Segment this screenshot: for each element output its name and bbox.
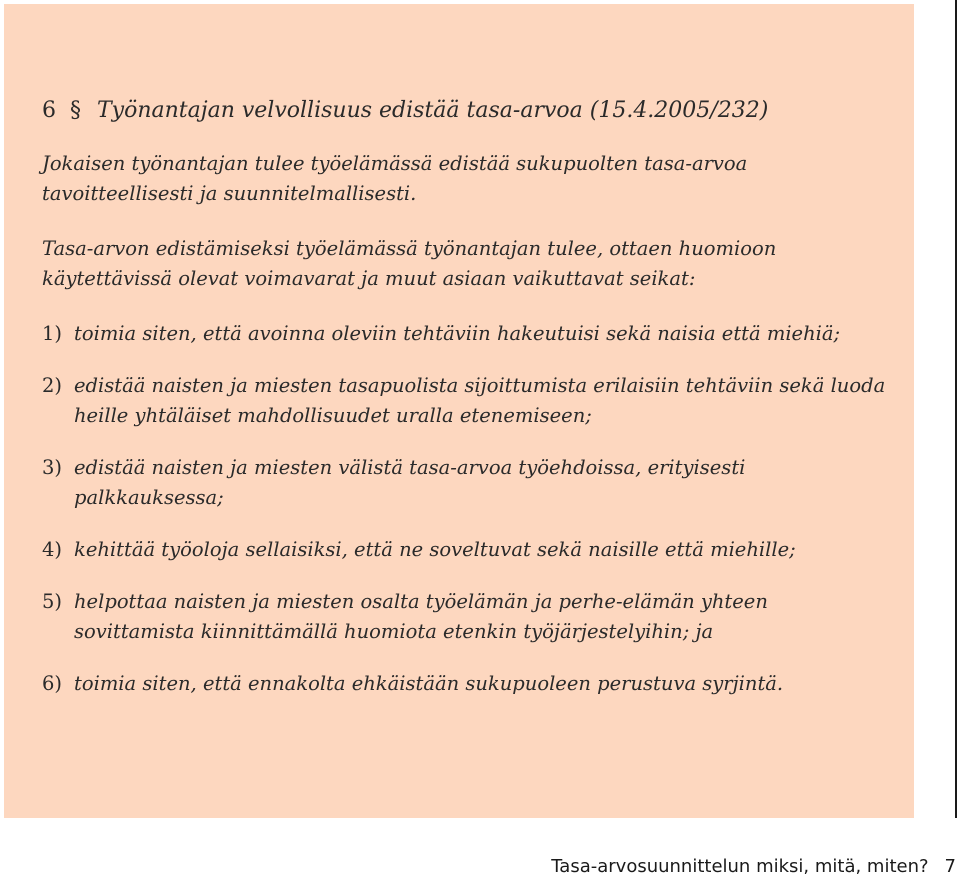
list-item — [42, 371, 887, 431]
list-item-text: edistää naisten ja miesten tasapuolista sijoittumista erilaisiin tehtäviin sekä luoda heille yhtäläiset mahdollisuudet uralla etenemiseen; — [74, 374, 886, 427]
section-title: Työnantajan velvollisuus edistää tasa-arvoa (15.4.2005/232) — [97, 98, 769, 123]
list-item — [42, 535, 887, 565]
list-item — [42, 453, 887, 513]
list-item-text: toimia siten, että ennakolta ehkäistään sukupuoleen perustuva syrjintä. — [74, 672, 784, 695]
page-footer — [551, 856, 956, 877]
section-symbol: § — [70, 98, 81, 123]
list-item-text: kehittää työoloja sellaisiksi, että ne soveltuvat sekä naisille että miehille; — [74, 538, 796, 561]
list-item-label: 3) — [42, 456, 63, 479]
paragraph-2: Tasa-arvon edistämiseksi työelämässä työnantajan tulee, ottaen huomioon käytettävissä olevat voimavarat ja muut asiaan vaikuttavat seikat: — [42, 237, 777, 290]
list-item-label: 4) — [42, 538, 63, 561]
page-number: 7 — [944, 856, 956, 877]
section-number: 6 — [42, 98, 56, 123]
legal-text — [42, 95, 887, 721]
section-heading — [42, 95, 887, 127]
list-item — [42, 669, 887, 699]
list-item — [42, 319, 887, 349]
list-item-label: 5) — [42, 590, 63, 613]
list-item-text: helpottaa naisten ja miesten osalta työelämän ja perhe-elämän yhteen sovittamista kiinnittämällä huomiota etenkin työjärjestelyihin; ja — [74, 590, 768, 643]
paragraph-1: Jokaisen työnantajan tulee työelämässä edistää sukupuolten tasa-arvoa tavoitteellisesti ja suunnitelmallisesti. — [42, 152, 748, 205]
margin-rule — [955, 0, 957, 818]
list-item-text: toimia siten, että avoinna oleviin tehtäviin hakeutuisi sekä naisia että miehiä; — [74, 322, 841, 345]
footer-title: Tasa-arvosuunnittelun miksi, mitä, miten? — [551, 856, 929, 877]
list-item-label: 6) — [42, 672, 63, 695]
list-item-label: 1) — [42, 322, 63, 345]
list-item — [42, 587, 887, 647]
list-item-text: edistää naisten ja miesten välistä tasa-arvoa työehdoissa, erityisesti palkkauksessa; — [74, 456, 746, 509]
list-item-label: 2) — [42, 374, 63, 397]
obligation-list — [42, 319, 887, 699]
